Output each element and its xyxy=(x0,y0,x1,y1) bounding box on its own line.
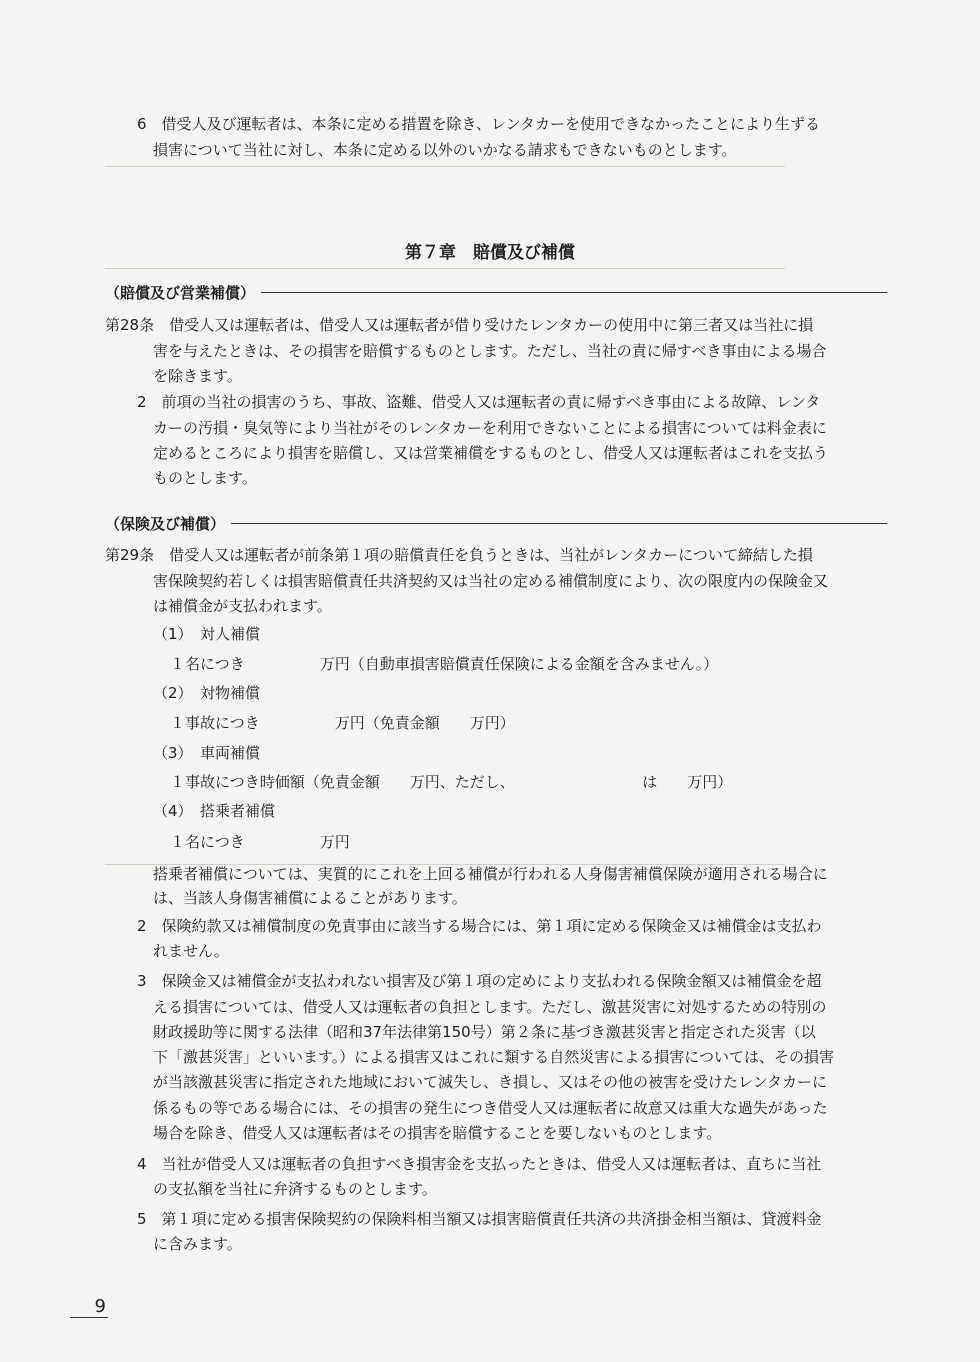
art29-p3-line: える損害については、借受人又は運転者の負担とします。ただし、激甚災害に対処するための特別の xyxy=(153,998,827,1016)
art29-line: 害保険契約若しくは損害賠償責任共済契約又は当社の定める補償制度により、次の限度内の保険金又 xyxy=(153,572,829,590)
art28-heading xyxy=(105,282,887,303)
chapter-title: 第７章 賠償及び補償 xyxy=(405,243,575,263)
art29-item-label: （2） 対物補償 xyxy=(153,684,261,702)
art28-p2-line: ものとします。 xyxy=(153,469,257,487)
art29-item-label: （1） 対人補償 xyxy=(153,625,261,643)
art29-line: は補償金が支払われます。 xyxy=(153,597,332,615)
art29-item-detail: １名につき 万円 xyxy=(170,833,350,851)
art28-p2-line: 定めるところにより損害を賠償し、又は営業補償をするものとし、借受人又は運転者はこれを支払う xyxy=(153,444,829,462)
art29-p3-line: 3 保険金又は補償金が支払われない損害及び第１項の定めにより支払われる保険金額又は補償金を超 xyxy=(137,972,822,990)
art29-note-line: は、当該人身傷害補償によることがあります。 xyxy=(153,889,467,907)
art29-item-label: （3） 車両補償 xyxy=(153,744,261,762)
art29-p3-line: 場合を除き、借受人又は運転者はその損害を賠償することを要しないものとします。 xyxy=(153,1124,722,1142)
art29-p2-line: 2 保険約款又は補償制度の免責事由に該当する場合には、第１項に定める保険金又は補償金は支払わ xyxy=(137,917,822,935)
item6-line1: 6 借受人及び運転者は、本条に定める措置を除き、レンタカーを使用できなかったことにより生ずる xyxy=(137,115,820,133)
bleed-rule xyxy=(105,166,785,167)
art29-p5-line: に含みます。 xyxy=(153,1235,242,1253)
art29-p4-line: 4 当社が借受人又は運転者の負担すべき損害金を支払ったときは、借受人又は運転者は、直ちに当社 xyxy=(137,1155,822,1173)
art28-heading-text: （賠償及び営業補償） xyxy=(105,284,256,302)
art29-p5-line: 5 第１項に定める損害保険契約の保険料相当額又は損害賠償責任共済の共済掛金相当額は、貸渡料金 xyxy=(137,1210,822,1228)
art29-line: 第29条 借受人又は運転者が前条第１項の賠償責任を負うときは、当社がレンタカーについて締結した損 xyxy=(105,546,813,564)
art29-heading-text: （保険及び補償） xyxy=(105,515,226,533)
art29-p3-line: が当該激甚災害に指定された地域において滅失し、き損し、又はその他の被害を受けたレンタカーに xyxy=(153,1073,828,1091)
art29-item-label: （4） 搭乗者補償 xyxy=(153,802,276,820)
art28-p2-line: 2 前項の当社の損害のうち、事故、盗難、借受人又は運転者の責に帰すべき事由による故障、レンタ xyxy=(137,393,821,411)
art29-p3-line: 係るもの等である場合には、その損害の発生につき借受人又は運転者に故意又は重大な過失があった xyxy=(153,1099,828,1117)
art29-item-detail: １事故につき 万円（免責金額 万円） xyxy=(170,714,515,732)
art28-line: を除きます。 xyxy=(153,367,242,385)
art29-item-detail: １事故につき時価額（免責金額 万円、ただし、 は 万円） xyxy=(170,773,733,791)
art29-p3-line: 財政援助等に関する法律（昭和37年法律第150号）第２条に基づき激甚災害と指定された災害（以 xyxy=(153,1023,816,1041)
heading-rule xyxy=(231,523,887,524)
art28-p2-line: カーの汚損・臭気等により当社がそのレンタカーを利用できないことによる損害については料金表に xyxy=(153,419,827,437)
art28-line: 第28条 借受人又は運転者は、借受人又は運転者が借り受けたレンタカーの使用中に第三者又は当社に損 xyxy=(105,316,814,334)
art29-heading xyxy=(105,513,887,534)
art28-line: 害を与えたときは、その損害を賠償するものとします。ただし、当社の責に帰すべき事由による場合 xyxy=(153,342,827,360)
art29-p3-line: 下「激甚災害」といいます。）による損害又はこれに類する自然災害による損害については、その損害 xyxy=(153,1048,835,1066)
art29-note-line: 搭乗者補償については、実質的にこれを上回る補償が行われる人身傷害補償保険が適用される場合に xyxy=(153,865,828,883)
bleed-rule xyxy=(105,268,785,269)
art29-p4-line: の支払額を当社に弁済するものとします。 xyxy=(153,1180,437,1198)
heading-rule xyxy=(261,292,887,293)
item6-line2: 損害について当社に対し、本条に定める以外のいかなる請求もできないものとします。 xyxy=(153,141,737,159)
page-number: 9 xyxy=(70,1296,108,1318)
art29-p2-line: れません。 xyxy=(153,942,229,960)
art29-item-detail: １名につき 万円（自動車損害賠償責任保険による金額を含みません。） xyxy=(170,655,719,673)
